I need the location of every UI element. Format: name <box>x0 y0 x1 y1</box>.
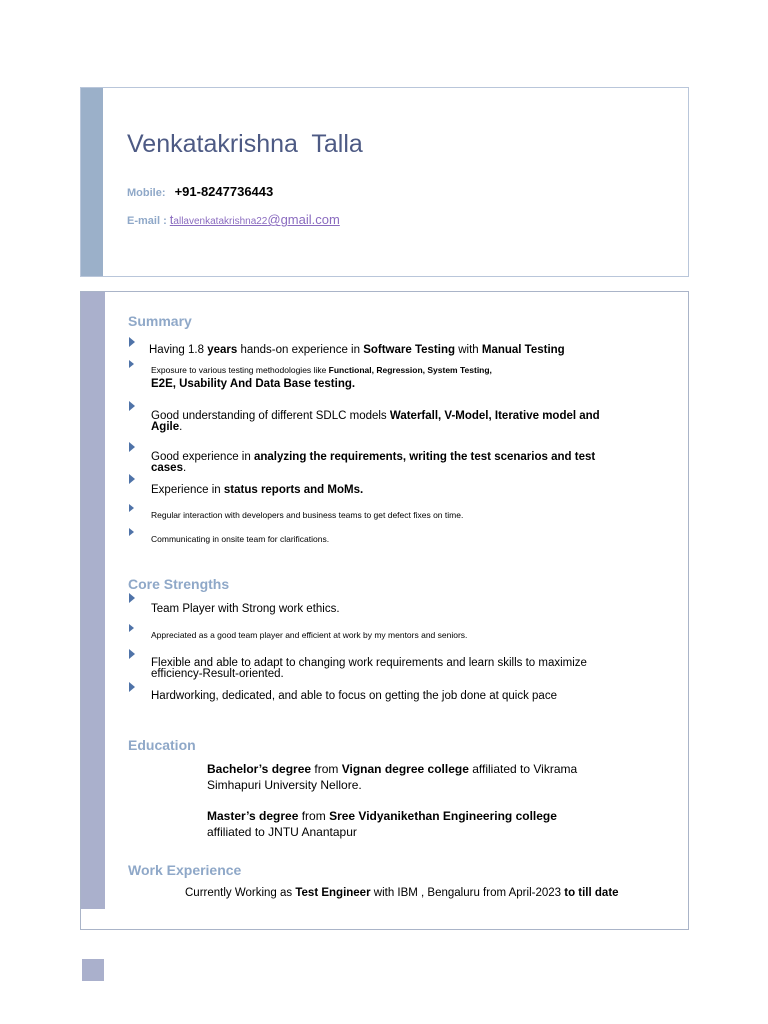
email-label: E-mail : <box>127 215 167 227</box>
education-text: affiliated to Vikrama Simhapuri University Nellore. <box>207 762 578 792</box>
summary-text: Experience in <box>151 484 224 496</box>
education-text: from <box>298 809 330 823</box>
bullet-arrow-icon <box>129 504 134 512</box>
bullet-arrow-icon <box>129 528 134 536</box>
summary-bold: Functional, Regression, System Testing, <box>328 365 492 375</box>
work-experience-title: Work Experience <box>128 862 242 878</box>
bullet-arrow-icon <box>129 401 135 411</box>
summary-text: Regular interaction with developers and business teams to get defect fixes on time. <box>151 510 464 520</box>
education-text: affiliated to JNTU Anantapur <box>207 825 357 839</box>
summary-title: Summary <box>128 313 192 329</box>
summary-text: Having 1.8 <box>149 344 208 356</box>
email-prefix: t <box>169 212 174 227</box>
degree-name: Master’s degree <box>207 809 299 823</box>
summary-text: Exposure to various testing methodologies like <box>151 365 329 375</box>
bullet-arrow-icon <box>129 474 135 484</box>
resume-body <box>80 291 689 930</box>
summary-bold: analyzing the requirements, writing the test scenarios and test cases <box>151 451 596 474</box>
summary-text: Communicating in onsite team for clarifications. <box>151 534 330 544</box>
mobile-label: Mobile: <box>127 187 166 199</box>
college-name: Vignan degree college <box>341 762 469 776</box>
summary-bold: Waterfall, V-Model, Iterative model and Agile <box>151 410 600 433</box>
strength-text: Flexible and able to adapt to changing work requirements and learn skills to maximize efficiency-Result-oriented. <box>151 657 587 680</box>
email-user: allavenkatakrishna22 <box>173 216 268 227</box>
bullet-arrow-icon <box>129 337 135 347</box>
summary-bold: Software Testing <box>363 344 456 356</box>
strength-text: Appreciated as a good team player and efficient at work by my mentors and seniors. <box>151 630 468 640</box>
summary-bold: E2E, Usability And Data Base testing. <box>151 378 356 390</box>
education-item <box>207 761 627 793</box>
job-title: Test Engineer <box>295 887 371 899</box>
summary-bold: Manual Testing <box>481 344 565 356</box>
bullet-arrow-icon <box>129 360 134 368</box>
mobile-row <box>127 184 273 199</box>
bullet-arrow-icon <box>129 624 134 632</box>
work-duration: to till date <box>564 887 619 899</box>
summary-text: Good experience in <box>151 451 254 463</box>
footer-accent-square <box>82 959 104 981</box>
summary-text: . <box>179 421 183 433</box>
education-title: Education <box>128 737 196 753</box>
bullet-arrow-icon <box>129 649 135 659</box>
education-item <box>207 808 627 840</box>
email-link[interactable] <box>169 212 340 227</box>
summary-text: with <box>455 344 482 356</box>
summary-bold: years <box>207 344 238 356</box>
email-row <box>127 212 340 227</box>
header-card <box>80 87 689 277</box>
header-accent-bar <box>81 88 103 276</box>
education-text: from <box>311 762 342 776</box>
degree-name: Bachelor’s degree <box>207 762 312 776</box>
work-text: Currently Working as <box>185 887 296 899</box>
college-name: Sree Vidyanikethan Engineering college <box>329 809 557 823</box>
candidate-name: Venkatakrishna Talla <box>127 130 363 158</box>
email-domain: @gmail.com <box>267 212 340 227</box>
bullet-arrow-icon <box>129 593 135 603</box>
work-text: with IBM , Bengaluru from April-2023 <box>370 887 565 899</box>
summary-text: Good understanding of different SDLC models <box>151 410 390 422</box>
summary-bold: status reports and MoMs. <box>223 484 364 496</box>
bullet-arrow-icon <box>129 682 135 692</box>
body-accent-bar <box>81 292 105 909</box>
strength-text: Team Player with Strong work ethics. <box>151 603 340 615</box>
summary-text: hands-on experience in <box>237 344 364 356</box>
summary-text: . <box>182 462 187 474</box>
work-item <box>185 887 619 899</box>
core-strengths-title: Core Strengths <box>128 576 230 592</box>
bullet-arrow-icon <box>129 442 135 452</box>
mobile-number: +91-8247736443 <box>174 184 274 199</box>
strength-text: Hardworking, dedicated, and able to focus on getting the job done at quick pace <box>151 690 557 702</box>
